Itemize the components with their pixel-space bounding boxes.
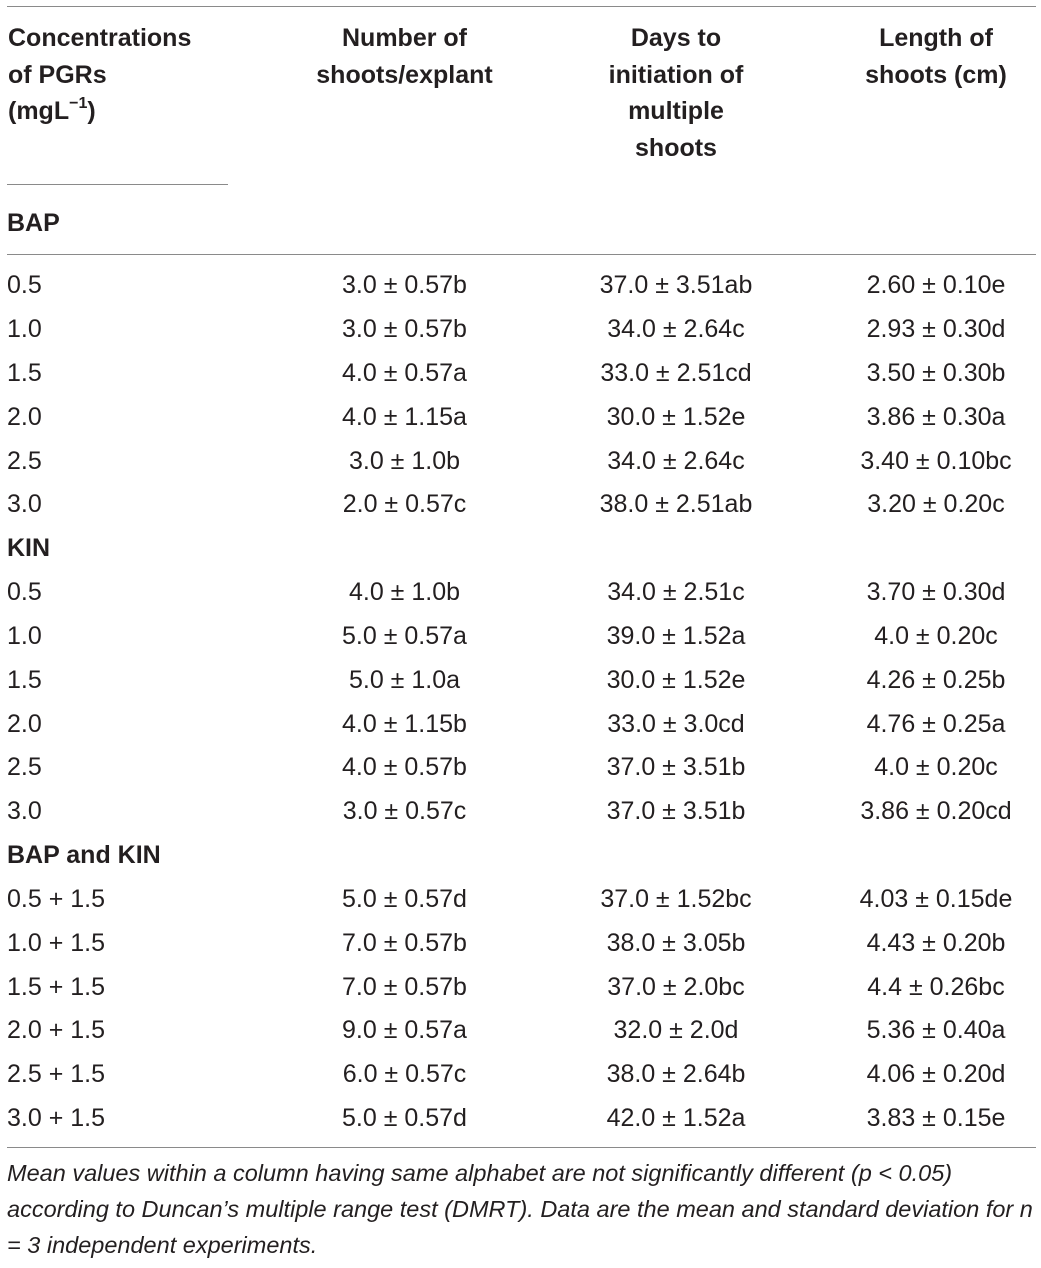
cell-shoots: 4.0 ± 0.57b: [342, 753, 467, 781]
cell-concentration: 1.0: [7, 315, 42, 343]
cell-days: 38.0 ± 3.05b: [606, 929, 746, 957]
cell-length: 3.86 ± 0.30a: [866, 403, 1006, 431]
cell-length: 4.26 ± 0.25b: [866, 666, 1006, 694]
cell-shoots: 3.0 ± 0.57b: [342, 271, 467, 299]
group-label-bap-and-kin: BAP and KIN: [7, 841, 161, 869]
cell-concentration: 2.0: [7, 403, 42, 431]
table-top-rule: [7, 6, 1036, 7]
cell-shoots: 2.0 ± 0.57c: [342, 490, 467, 518]
cell-shoots: 3.0 ± 0.57b: [342, 315, 467, 343]
cell-shoots: 9.0 ± 0.57a: [342, 1016, 467, 1044]
header-number-of-shoots: Number of shoots/explant: [316, 24, 493, 89]
header-concentrations: Concentrations of PGRs (mgL$^{-1}$): [8, 20, 238, 130]
cell-length: 4.0 ± 0.20c: [874, 622, 998, 650]
cell-concentration: 1.5: [7, 359, 42, 387]
cell-length: 3.20 ± 0.20c: [867, 490, 1005, 518]
cell-concentration: 1.0: [7, 622, 42, 650]
cell-shoots: 5.0 ± 1.0a: [348, 666, 461, 694]
group-label-kin: KIN: [7, 534, 51, 562]
cell-shoots: 5.0 ± 0.57a: [342, 622, 467, 650]
group-rule: [7, 254, 1036, 255]
cell-days: 32.0 ± 2.0d: [613, 1016, 739, 1044]
cell-length: 4.4 ± 0.26bc: [867, 973, 1005, 1001]
cell-days: 30.0 ± 1.52e: [606, 403, 746, 431]
cell-length: 3.83 ± 0.15e: [866, 1104, 1006, 1132]
cell-shoots: 5.0 ± 0.57d: [342, 885, 467, 913]
cell-length: 4.76 ± 0.25a: [866, 710, 1006, 738]
cell-length: 2.93 ± 0.30d: [866, 315, 1006, 343]
cell-days: 34.0 ± 2.51c: [607, 578, 745, 606]
cell-shoots: 3.0 ± 0.57c: [342, 797, 467, 825]
cell-length: 3.70 ± 0.30d: [866, 578, 1006, 606]
cell-days: 33.0 ± 2.51cd: [600, 359, 752, 387]
cell-length: 3.40 ± 0.10bc: [860, 447, 1012, 475]
cell-shoots: 3.0 ± 1.0b: [348, 447, 461, 475]
cell-shoots: 5.0 ± 0.57d: [342, 1104, 467, 1132]
cell-length: 3.50 ± 0.30b: [866, 359, 1006, 387]
cell-days: 33.0 ± 3.0cd: [607, 710, 745, 738]
table-footnote: Mean values within a column having same alphabet are not significantly different (p < 0.05) according to Duncan’s multiple range test (DMRT). Data are the mean and standard deviation for n = 3 independent experiments.: [7, 1160, 1033, 1258]
cell-length: 5.36 ± 0.40a: [866, 1016, 1006, 1044]
cell-days: 38.0 ± 2.64b: [606, 1060, 746, 1088]
cell-days: 39.0 ± 1.52a: [606, 622, 746, 650]
cell-days: 37.0 ± 2.0bc: [607, 973, 745, 1001]
cell-days: 37.0 ± 3.51b: [606, 753, 746, 781]
cell-concentration: 2.5 + 1.5: [7, 1060, 105, 1088]
cell-shoots: 4.0 ± 1.15a: [342, 403, 467, 431]
cell-days: 42.0 ± 1.52a: [606, 1104, 746, 1132]
header-length-of-shoots: Length of shoots (cm): [865, 24, 1007, 89]
group-label-bap: BAP: [7, 209, 60, 237]
header-unit: (mgL$^{-1}$): [8, 94, 96, 125]
cell-days: 30.0 ± 1.52e: [606, 666, 746, 694]
cell-concentration: 2.5: [7, 753, 42, 781]
cell-shoots: 7.0 ± 0.57b: [342, 929, 467, 957]
cell-length: 3.86 ± 0.20cd: [860, 797, 1012, 825]
cell-concentration: 2.0: [7, 710, 42, 738]
cell-length: 4.0 ± 0.20c: [874, 753, 998, 781]
cell-shoots: 4.0 ± 1.0b: [348, 578, 461, 606]
cell-shoots: 6.0 ± 0.57c: [342, 1060, 467, 1088]
cell-shoots: 4.0 ± 0.57a: [342, 359, 467, 387]
cell-concentration: 3.0: [7, 797, 42, 825]
cell-days: 34.0 ± 2.64c: [607, 315, 745, 343]
cell-length: 4.43 ± 0.20b: [866, 929, 1006, 957]
cell-days: 38.0 ± 2.51ab: [599, 490, 753, 518]
cell-shoots: 7.0 ± 0.57b: [342, 973, 467, 1001]
cell-days: 34.0 ± 2.64c: [607, 447, 745, 475]
cell-days: 37.0 ± 3.51ab: [599, 271, 753, 299]
cell-concentration: 2.5: [7, 447, 42, 475]
cell-concentration: 0.5 + 1.5: [7, 885, 105, 913]
cell-concentration: 3.0: [7, 490, 42, 518]
cell-concentration: 1.5: [7, 666, 42, 694]
cell-concentration: 2.0 + 1.5: [7, 1016, 105, 1044]
table-bottom-rule: [7, 1147, 1036, 1148]
cell-shoots: 4.0 ± 1.15b: [342, 710, 467, 738]
cell-concentration: 3.0 + 1.5: [7, 1104, 105, 1132]
header-underline: [7, 184, 228, 185]
cell-length: 4.03 ± 0.15de: [859, 885, 1013, 913]
cell-length: 2.60 ± 0.10e: [866, 271, 1006, 299]
cell-concentration: 0.5: [7, 271, 42, 299]
cell-concentration: 1.0 + 1.5: [7, 929, 105, 957]
cell-days: 37.0 ± 3.51b: [606, 797, 746, 825]
cell-concentration: 0.5: [7, 578, 42, 606]
cell-concentration: 1.5 + 1.5: [7, 973, 105, 1001]
header-days-to-initiation: Days to initiation of multiple shoots: [608, 24, 744, 162]
cell-length: 4.06 ± 0.20d: [866, 1060, 1006, 1088]
cell-days: 37.0 ± 1.52bc: [600, 885, 752, 913]
